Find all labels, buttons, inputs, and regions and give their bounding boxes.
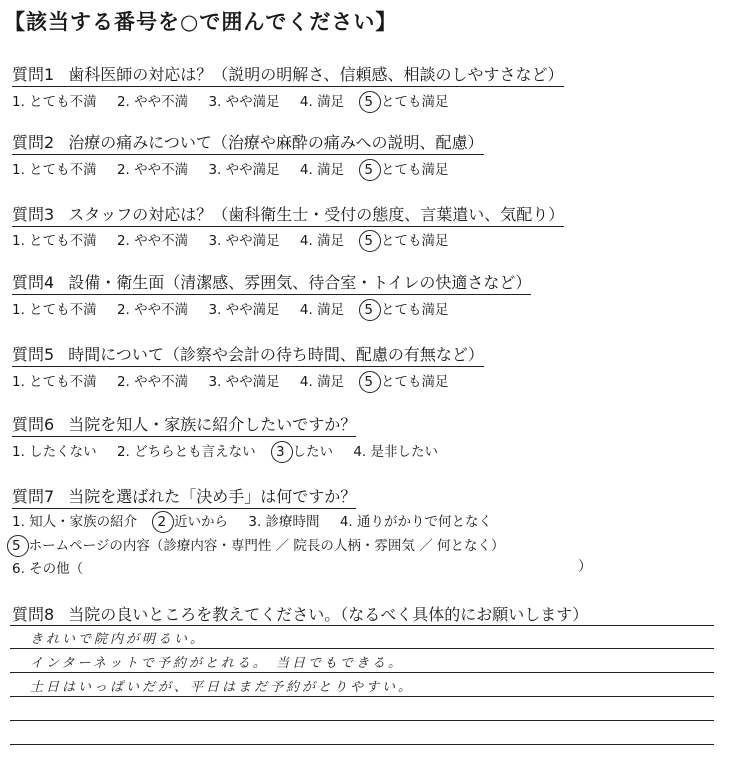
option-2: 2. やや不満 xyxy=(116,302,189,318)
question-number: 質問8 xyxy=(12,605,55,624)
option-4: 4. 満足 xyxy=(299,94,345,110)
option-5-circled: 5 xyxy=(364,302,373,318)
question-number: 質問2 xyxy=(12,133,55,152)
answer-line xyxy=(10,648,714,649)
option-2: 2. どちらとも言えない xyxy=(116,444,256,460)
question-number: 質問5 xyxy=(12,345,55,364)
question-6 xyxy=(12,412,356,437)
option-4: 4. 満足 xyxy=(299,162,345,178)
option-3: 3. 診療時間 xyxy=(248,514,320,530)
question-7-options-line1 xyxy=(12,510,508,530)
option-5-circled: 5 xyxy=(364,374,373,390)
question-4 xyxy=(12,270,531,295)
question-text: 当院を選ばれた「決め手」は何ですか？ xyxy=(68,487,357,506)
option-4: 4. 満足 xyxy=(299,233,345,249)
option-6-close-paren: ） xyxy=(578,559,592,575)
option-5-label: とても満足 xyxy=(380,302,449,318)
question-text: 治療の痛みについて（治療や麻酔の痛みへの説明、配慮） xyxy=(68,133,484,152)
option-3-label: したい xyxy=(292,444,334,460)
question-7-options-line3 xyxy=(12,557,83,577)
question-number: 質問6 xyxy=(12,415,55,434)
answer-line xyxy=(10,672,714,673)
question-6-options xyxy=(12,440,454,460)
option-5-label: とても満足 xyxy=(380,374,449,390)
question-4-options xyxy=(12,298,464,318)
option-4: 4. 是非したい xyxy=(353,444,438,460)
question-1-options xyxy=(12,90,464,110)
option-1: 1. とても不満 xyxy=(12,233,97,249)
question-number: 質問7 xyxy=(12,487,55,506)
answer-line xyxy=(10,625,714,626)
question-7 xyxy=(12,484,356,509)
option-2-label: 近いから xyxy=(174,514,229,530)
question-2 xyxy=(12,130,484,155)
option-5-circled: 5 xyxy=(364,233,373,249)
option-5-label: とても満足 xyxy=(380,162,449,178)
question-1 xyxy=(12,62,564,87)
option-4: 4. 通りがかりで何となく xyxy=(339,514,492,530)
question-3 xyxy=(12,202,564,227)
question-3-options xyxy=(12,229,464,249)
question-text: 当院の良いところを教えてください。（なるべく具体的にお願いします） xyxy=(68,605,589,624)
question-7-options-line2 xyxy=(12,534,505,554)
question-2-options xyxy=(12,158,464,178)
page-title: 【該当する番号を○で囲んでください】 xyxy=(4,10,398,34)
option-2: 2. やや不満 xyxy=(116,162,189,178)
option-3: 3. やや満足 xyxy=(208,233,280,249)
option-1: 1. 知人・家族の紹介 xyxy=(12,514,138,530)
option-5-circled: 5 xyxy=(12,538,21,554)
option-3: 3. やや満足 xyxy=(208,162,280,178)
option-2-circled: 2 xyxy=(157,514,167,530)
option-5-circled: 5 xyxy=(364,162,373,178)
question-text: 時間について（診察や会計の待ち時間、配慮の有無など） xyxy=(68,345,484,364)
answer-text-3: 土日はいっぱいだが、平日はまだ予約がとりやすい。 xyxy=(30,680,415,695)
option-5-label: とても満足 xyxy=(380,94,449,110)
question-5-options xyxy=(12,370,464,390)
option-3-circled: 3 xyxy=(275,444,285,460)
option-1: 1. とても不満 xyxy=(12,94,97,110)
option-3: 3. やや満足 xyxy=(208,374,280,390)
option-4: 4. 満足 xyxy=(299,302,345,318)
answer-text-1: きれいで院内が明るい。 xyxy=(30,632,207,647)
option-1: 1. とても不満 xyxy=(12,302,97,318)
question-number: 質問4 xyxy=(12,273,55,292)
option-1: 1. とても不満 xyxy=(12,162,97,178)
option-3: 3. やや満足 xyxy=(208,94,280,110)
question-text: 歯科医師の対応は？（説明の明解さ、信頼感、相談のしやすさなど） xyxy=(68,65,564,84)
question-5 xyxy=(12,342,484,367)
option-5-label: ホームページの内容（診療内容・専門性 ／ 院長の人柄・雰囲気 ／ 何となく） xyxy=(28,538,505,554)
option-2: 2. やや不満 xyxy=(116,374,189,390)
option-2: 2. やや不満 xyxy=(116,94,189,110)
option-3: 3. やや満足 xyxy=(208,302,280,318)
option-1: 1. とても不満 xyxy=(12,374,97,390)
option-4: 4. 満足 xyxy=(299,374,345,390)
option-5-label: とても満足 xyxy=(380,233,449,249)
question-text: 設備・衛生面（清潔感、雰囲気、待合室・トイレの快適さなど） xyxy=(68,273,532,292)
option-6: 6. その他（ xyxy=(12,561,84,577)
option-2: 2. やや不満 xyxy=(116,233,189,249)
option-5-circled: 5 xyxy=(364,94,373,110)
question-text: 当院を知人・家族に紹介したいですか？ xyxy=(68,415,357,434)
question-number: 質問3 xyxy=(12,205,55,224)
question-8 xyxy=(12,602,588,626)
answer-line xyxy=(10,744,714,745)
question-text: スタッフの対応は？（歯科衛生士・受付の態度、言葉遣い、気配り） xyxy=(68,205,565,224)
option-1: 1. したくない xyxy=(12,444,97,460)
answer-text-2: インターネットで予約がとれる。 当日でもできる。 xyxy=(30,656,404,671)
answer-line xyxy=(10,720,714,721)
answer-line xyxy=(10,696,714,697)
question-number: 質問1 xyxy=(12,65,55,84)
